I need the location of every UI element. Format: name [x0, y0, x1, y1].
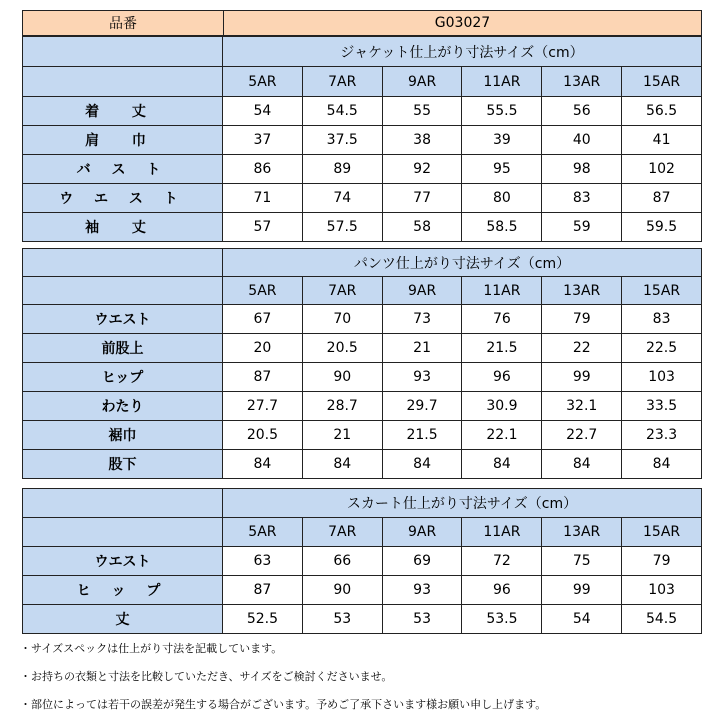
table-cell: 54.5 [302, 97, 382, 126]
table-cell: 83 [542, 184, 622, 213]
table-cell: 74 [302, 184, 382, 213]
row-label-hem: 裾巾 [23, 421, 223, 450]
skirt-size-header: 7AR [302, 518, 382, 547]
jacket-corner [23, 37, 223, 67]
table-cell: 77 [382, 184, 462, 213]
table-row [23, 576, 702, 605]
skirt-title: スカート仕上がり寸法サイズ（cm） [223, 489, 702, 518]
table-cell: 22 [542, 334, 622, 363]
table-row [23, 305, 702, 334]
note-tolerance: ・部位によっては若干の誤差が発生する場合がございます。予めご了承下さいます様お願い申し上げます。 [20, 698, 547, 711]
table-cell: 21 [302, 421, 382, 450]
pants-corner [23, 249, 223, 277]
table-row [23, 605, 702, 634]
table-row [23, 213, 702, 242]
table-cell: 37.5 [302, 126, 382, 155]
table-cell: 57.5 [302, 213, 382, 242]
table-cell: 99 [542, 576, 622, 605]
table-cell: 53 [382, 605, 462, 634]
row-label-sleeve: 袖 丈 [23, 213, 223, 242]
table-cell: 84 [622, 450, 702, 479]
skirt-size-table [22, 488, 702, 634]
table-cell: 59.5 [622, 213, 702, 242]
table-cell: 21 [382, 334, 462, 363]
skirt-size-header: 15AR [622, 518, 702, 547]
table-cell: 99 [542, 363, 622, 392]
table-cell: 22.1 [462, 421, 542, 450]
table-cell: 84 [382, 450, 462, 479]
table-cell: 84 [542, 450, 622, 479]
pants-size-header: 11AR [462, 277, 542, 305]
table-cell: 92 [382, 155, 462, 184]
pants-size-header: 5AR [223, 277, 303, 305]
table-cell: 75 [542, 547, 622, 576]
pants-size-corner [23, 277, 223, 305]
table-cell: 40 [542, 126, 622, 155]
table-cell: 96 [462, 363, 542, 392]
table-cell: 83 [622, 305, 702, 334]
table-cell: 27.7 [223, 392, 303, 421]
table-row [23, 184, 702, 213]
skirt-size-header: 5AR [223, 518, 303, 547]
table-cell: 37 [223, 126, 303, 155]
table-cell: 71 [223, 184, 303, 213]
table-cell: 84 [302, 450, 382, 479]
table-row [23, 363, 702, 392]
table-cell: 90 [302, 576, 382, 605]
skirt-corner [23, 489, 223, 518]
jacket-size-header: 5AR [223, 67, 303, 97]
table-cell: 98 [542, 155, 622, 184]
table-cell: 72 [462, 547, 542, 576]
table-cell: 90 [302, 363, 382, 392]
table-cell: 66 [302, 547, 382, 576]
row-label-inseam: 股下 [23, 450, 223, 479]
table-row [23, 450, 702, 479]
table-cell: 95 [462, 155, 542, 184]
table-cell: 32.1 [542, 392, 622, 421]
table-row [23, 97, 702, 126]
table-cell: 22.5 [622, 334, 702, 363]
jacket-size-corner [23, 67, 223, 97]
table-cell: 33.5 [622, 392, 702, 421]
table-cell: 29.7 [382, 392, 462, 421]
jacket-title: ジャケット仕上がり寸法サイズ（cm） [223, 37, 702, 67]
row-label-hip: ヒップ [23, 363, 223, 392]
table-cell: 84 [223, 450, 303, 479]
table-cell: 76 [462, 305, 542, 334]
table-cell: 28.7 [302, 392, 382, 421]
table-row [23, 126, 702, 155]
pants-size-header: 9AR [382, 277, 462, 305]
table-cell: 38 [382, 126, 462, 155]
table-cell: 21.5 [382, 421, 462, 450]
pants-size-table [22, 248, 702, 479]
table-cell: 80 [462, 184, 542, 213]
table-cell: 53 [302, 605, 382, 634]
table-cell: 39 [462, 126, 542, 155]
table-cell: 54.5 [622, 605, 702, 634]
table-cell: 79 [542, 305, 622, 334]
pants-title: パンツ仕上がり寸法サイズ（cm） [223, 249, 702, 277]
row-label-waist: ウエスト [23, 547, 223, 576]
table-cell: 20.5 [223, 421, 303, 450]
table-cell: 70 [302, 305, 382, 334]
skirt-size-header: 11AR [462, 518, 542, 547]
product-header-table [22, 10, 702, 36]
table-row [23, 421, 702, 450]
table-cell: 93 [382, 576, 462, 605]
table-row [23, 334, 702, 363]
table-cell: 58.5 [462, 213, 542, 242]
row-label-shoulder: 肩 巾 [23, 126, 223, 155]
table-cell: 93 [382, 363, 462, 392]
table-cell: 57 [223, 213, 303, 242]
pants-size-header: 13AR [542, 277, 622, 305]
skirt-size-header: 13AR [542, 518, 622, 547]
row-label-thigh: わたり [23, 392, 223, 421]
jacket-size-header: 13AR [542, 67, 622, 97]
row-label-waist: ウ エ ス ト [23, 184, 223, 213]
table-cell: 87 [223, 576, 303, 605]
table-row [23, 155, 702, 184]
jacket-size-header: 15AR [622, 67, 702, 97]
table-cell: 21.5 [462, 334, 542, 363]
table-cell: 55 [382, 97, 462, 126]
table-row [23, 392, 702, 421]
table-cell: 84 [462, 450, 542, 479]
table-cell: 69 [382, 547, 462, 576]
table-cell: 41 [622, 126, 702, 155]
table-cell: 102 [622, 155, 702, 184]
row-label-front-rise: 前股上 [23, 334, 223, 363]
table-cell: 22.7 [542, 421, 622, 450]
table-cell: 86 [223, 155, 303, 184]
row-label-bust: バ ス ト [23, 155, 223, 184]
table-cell: 96 [462, 576, 542, 605]
table-cell: 79 [622, 547, 702, 576]
table-cell: 54 [223, 97, 303, 126]
pants-size-header: 15AR [622, 277, 702, 305]
product-code: G03027 [224, 11, 702, 36]
pants-size-header: 7AR [302, 277, 382, 305]
table-cell: 56 [542, 97, 622, 126]
table-cell: 67 [223, 305, 303, 334]
note-compare: ・お持ちの衣類と寸法を比較していただき、サイズをご検討くださいませ。 [20, 670, 393, 683]
table-cell: 23.3 [622, 421, 702, 450]
table-cell: 89 [302, 155, 382, 184]
table-cell: 58 [382, 213, 462, 242]
table-cell: 30.9 [462, 392, 542, 421]
table-cell: 52.5 [223, 605, 303, 634]
table-cell: 63 [223, 547, 303, 576]
row-label-length: 丈 [23, 605, 223, 634]
row-label-hip: ヒ ッ プ [23, 576, 223, 605]
product-number-label: 品番 [23, 11, 224, 36]
table-cell: 73 [382, 305, 462, 334]
row-label-waist: ウエスト [23, 305, 223, 334]
table-cell: 103 [622, 363, 702, 392]
note-spec: ・サイズスペックは仕上がり寸法を記載しています。 [20, 642, 283, 655]
table-cell: 87 [223, 363, 303, 392]
table-cell: 59 [542, 213, 622, 242]
table-cell: 87 [622, 184, 702, 213]
jacket-size-header: 7AR [302, 67, 382, 97]
table-cell: 53.5 [462, 605, 542, 634]
jacket-size-header: 11AR [462, 67, 542, 97]
table-cell: 55.5 [462, 97, 542, 126]
table-cell: 54 [542, 605, 622, 634]
row-label-length: 着 丈 [23, 97, 223, 126]
skirt-size-corner [23, 518, 223, 547]
table-cell: 56.5 [622, 97, 702, 126]
table-cell: 20.5 [302, 334, 382, 363]
table-row [23, 547, 702, 576]
table-cell: 20 [223, 334, 303, 363]
jacket-size-header: 9AR [382, 67, 462, 97]
skirt-size-header: 9AR [382, 518, 462, 547]
jacket-size-table [22, 36, 702, 242]
table-cell: 103 [622, 576, 702, 605]
